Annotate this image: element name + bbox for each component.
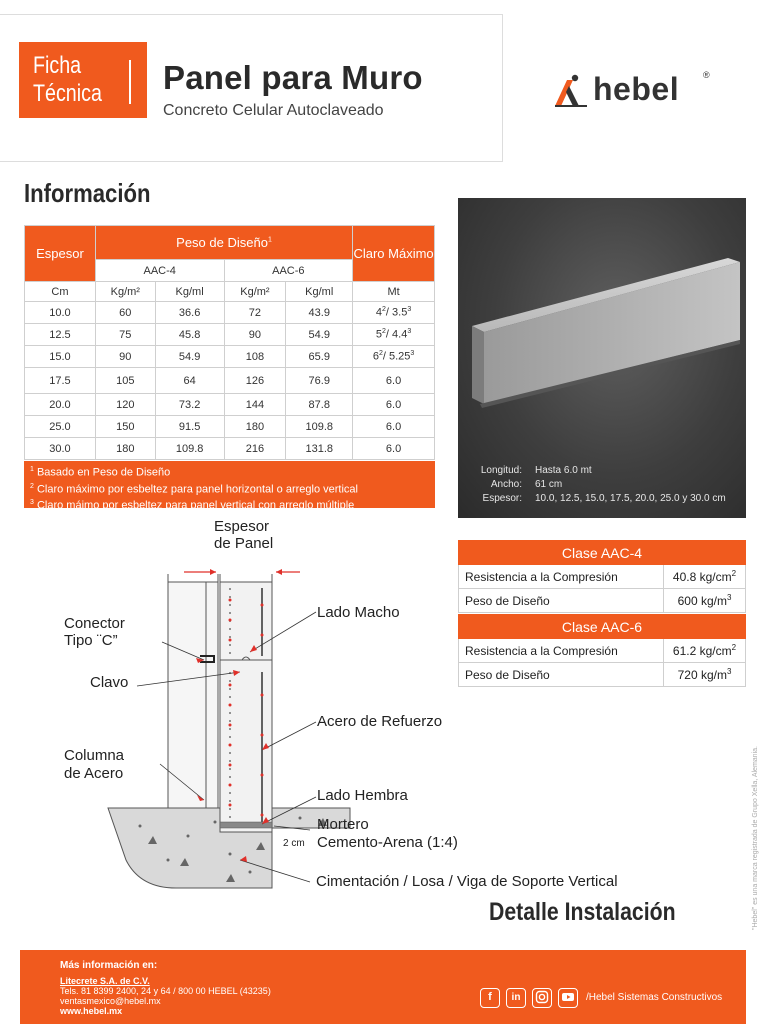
cell-aac6-ml: 43.9 bbox=[286, 302, 353, 324]
unit-cell: Kg/ml bbox=[155, 282, 224, 302]
footer-email[interactable]: ventasmexico@hebel.mx bbox=[60, 996, 161, 1006]
table-row bbox=[25, 368, 435, 394]
footer bbox=[20, 950, 746, 1024]
label-espesor-l2: de Panel bbox=[214, 535, 274, 552]
label-clavo: Clavo bbox=[90, 674, 129, 691]
cell-aac6-ml: 131.8 bbox=[286, 438, 353, 460]
section-title-informacion: Información bbox=[24, 178, 151, 208]
cell-aac6-m2: 216 bbox=[224, 438, 286, 460]
cell-claro: $5^2/$ $4.4^3$ bbox=[353, 324, 435, 346]
cell-aac4-ml: 45.8 bbox=[155, 324, 224, 346]
resistencia-value: 40.8 $kg/cm^2$ bbox=[664, 565, 746, 589]
cell-claro: 6.0 bbox=[353, 438, 435, 460]
cell-aac6-m2: 90 bbox=[224, 324, 286, 346]
unit-cell: Kg/ml bbox=[286, 282, 353, 302]
cell-aac6-m2: 144 bbox=[224, 394, 286, 416]
table-row bbox=[25, 324, 435, 346]
th-aac6: AAC-6 bbox=[224, 260, 353, 282]
peso-value: 600 $kg/m^3$ bbox=[664, 589, 746, 613]
table-notes bbox=[24, 461, 435, 512]
page-title: Panel para Muro bbox=[163, 59, 423, 96]
cell-aac4-m2: 90 bbox=[95, 346, 155, 368]
footer-web[interactable]: www.hebel.mx bbox=[60, 1006, 123, 1016]
table-row bbox=[25, 416, 435, 438]
ficha-line1: Ficha bbox=[33, 52, 82, 79]
resistencia-label: Resistencia a la Compresión bbox=[459, 639, 664, 663]
cell-claro: $4^2/$ $3.5^3$ bbox=[353, 302, 435, 324]
th-peso-diseno: Peso de Diseño$^1$ bbox=[95, 226, 352, 260]
brand-registered-mark: ® bbox=[703, 70, 710, 80]
cell-espesor: 30.0 bbox=[25, 438, 96, 460]
spec-table bbox=[24, 225, 435, 460]
cell-aac4-m2: 150 bbox=[95, 416, 155, 438]
th-claro-maximo: Claro Máximo bbox=[353, 226, 435, 282]
ficha-divider bbox=[129, 60, 131, 104]
cell-espesor: 10.0 bbox=[25, 302, 96, 324]
label-mortero-l2: Cemento-Arena (1:4) bbox=[317, 834, 458, 851]
instagram-icon[interactable] bbox=[532, 988, 552, 1008]
table-row bbox=[25, 346, 435, 368]
longitud-value: Hasta 6.0 mt bbox=[535, 465, 592, 476]
facebook-icon[interactable]: f bbox=[480, 988, 500, 1008]
longitud-label: Longitud: bbox=[480, 465, 522, 476]
cell-claro: $6^2/$ 5.25$^3$ bbox=[353, 346, 435, 368]
cell-aac6-ml: 54.9 bbox=[286, 324, 353, 346]
youtube-icon[interactable] bbox=[558, 988, 578, 1008]
cell-aac4-ml: 73.2 bbox=[155, 394, 224, 416]
brand-name: hebel bbox=[593, 71, 680, 107]
cell-aac6-m2: 108 bbox=[224, 346, 286, 368]
linkedin-icon[interactable]: in bbox=[506, 988, 526, 1008]
cell-aac6-m2: 180 bbox=[224, 416, 286, 438]
clase-aac6-title: Clase AAC-6 bbox=[459, 615, 746, 639]
cell-aac4-m2: 180 bbox=[95, 438, 155, 460]
ficha-tecnica-badge bbox=[19, 42, 147, 118]
cell-espesor: 25.0 bbox=[25, 416, 96, 438]
note-1: $^1$ Basado en Peso de Diseño bbox=[30, 466, 171, 479]
table-row bbox=[25, 394, 435, 416]
social-handle[interactable]: /Hebel Sistemas Constructivos bbox=[586, 992, 723, 1003]
label-lado-macho: Lado Macho bbox=[317, 604, 400, 621]
label-cimentacion: Cimentación / Losa / Viga de Soporte Vertical bbox=[316, 873, 618, 890]
unit-cell: Kg/m² bbox=[95, 282, 155, 302]
detalle-instalacion-title: Detalle Instalación bbox=[489, 898, 676, 926]
note-2: $^2$ Claro máximo por esbeltez para panel horizontal o arreglo vertical bbox=[30, 482, 358, 496]
label-lado-hembra: Lado Hembra bbox=[317, 787, 408, 804]
cell-aac4-m2: 75 bbox=[95, 324, 155, 346]
hebel-logo-icon bbox=[553, 72, 589, 108]
page-subtitle: Concreto Celular Autoclaveado bbox=[163, 102, 384, 119]
cell-aac4-ml: 36.6 bbox=[155, 302, 224, 324]
ancho-label: Ancho: bbox=[490, 479, 522, 490]
footer-tels: Tels. 81 8399 2400, 24 y 64 / 800 00 HEBEL (43235) bbox=[60, 986, 271, 996]
panel-photo bbox=[458, 198, 746, 518]
th-aac4: AAC-4 bbox=[95, 260, 224, 282]
label-acero-refuerzo: Acero de Refuerzo bbox=[317, 713, 443, 730]
hebel-logo bbox=[553, 70, 723, 110]
label-columna-l2: de Acero bbox=[64, 765, 124, 782]
cell-aac4-m2: 120 bbox=[95, 394, 155, 416]
ficha-line2: Técnica bbox=[33, 80, 102, 107]
cell-aac6-ml: 87.8 bbox=[286, 394, 353, 416]
cell-aac4-m2: 105 bbox=[95, 368, 155, 394]
ancho-value: 61 cm bbox=[535, 479, 563, 490]
label-columna-l1: Columna bbox=[64, 747, 125, 764]
cell-aac6-m2: 72 bbox=[224, 302, 286, 324]
footer-company: Litecrete S.A. de C.V. bbox=[60, 976, 150, 986]
cell-espesor: 12.5 bbox=[25, 324, 96, 346]
cell-espesor: 15.0 bbox=[25, 346, 96, 368]
cell-aac4-ml: 64 bbox=[155, 368, 224, 394]
note-3: $^3$ Claro máimo por esbeltez para panel vertical con arreglo múltiple bbox=[30, 499, 355, 512]
panel-specs bbox=[458, 464, 746, 506]
cell-aac6-m2: 126 bbox=[224, 368, 286, 394]
unit-cell: Mt bbox=[353, 282, 435, 302]
cell-claro: 6.0 bbox=[353, 368, 435, 394]
label-mortero-l1: Mortero bbox=[317, 816, 369, 833]
clase-aac4-title: Clase AAC-4 bbox=[459, 541, 746, 565]
peso-label: Peso de Diseño bbox=[459, 663, 664, 687]
peso-value: 720 $kg/m^3$ bbox=[664, 663, 746, 687]
trademark-note: "Hebel" es una marca registrada de Grupo Xella, Alemania. bbox=[752, 746, 759, 930]
th-espesor: Espesor bbox=[25, 226, 96, 282]
resistencia-value: 61.2 $kg/cm^2$ bbox=[664, 639, 746, 663]
label-espesor-l1: Espesor bbox=[214, 518, 270, 535]
unit-cell: Kg/m² bbox=[224, 282, 286, 302]
cell-aac6-ml: 65.9 bbox=[286, 346, 353, 368]
cell-aac6-ml: 109.8 bbox=[286, 416, 353, 438]
label-conector-l2: Tipo ¨C” bbox=[64, 632, 118, 649]
label-2cm: 2 cm bbox=[283, 838, 305, 849]
espesor-value: 10.0, 12.5, 15.0, 17.5, 20.0, 25.0 y 30.0 cm bbox=[535, 493, 726, 504]
cell-claro: 6.0 bbox=[353, 394, 435, 416]
cell-aac4-m2: 60 bbox=[95, 302, 155, 324]
table-row bbox=[25, 302, 435, 324]
cell-aac4-ml: 91.5 bbox=[155, 416, 224, 438]
peso-label: Peso de Diseño bbox=[459, 589, 664, 613]
label-conector-l1: Conector bbox=[64, 615, 125, 632]
resistencia-label: Resistencia a la Compresión bbox=[459, 565, 664, 589]
cell-claro: 6.0 bbox=[353, 416, 435, 438]
cell-aac4-ml: 54.9 bbox=[155, 346, 224, 368]
cell-aac6-ml: 76.9 bbox=[286, 368, 353, 394]
cell-espesor: 17.5 bbox=[25, 368, 96, 394]
unit-cell: Cm bbox=[25, 282, 96, 302]
cell-aac4-ml: 109.8 bbox=[155, 438, 224, 460]
espesor-label: Espesor: bbox=[482, 493, 522, 504]
footer-mas-info: Más información en: bbox=[60, 960, 158, 971]
table-row bbox=[25, 438, 435, 460]
cell-espesor: 20.0 bbox=[25, 394, 96, 416]
